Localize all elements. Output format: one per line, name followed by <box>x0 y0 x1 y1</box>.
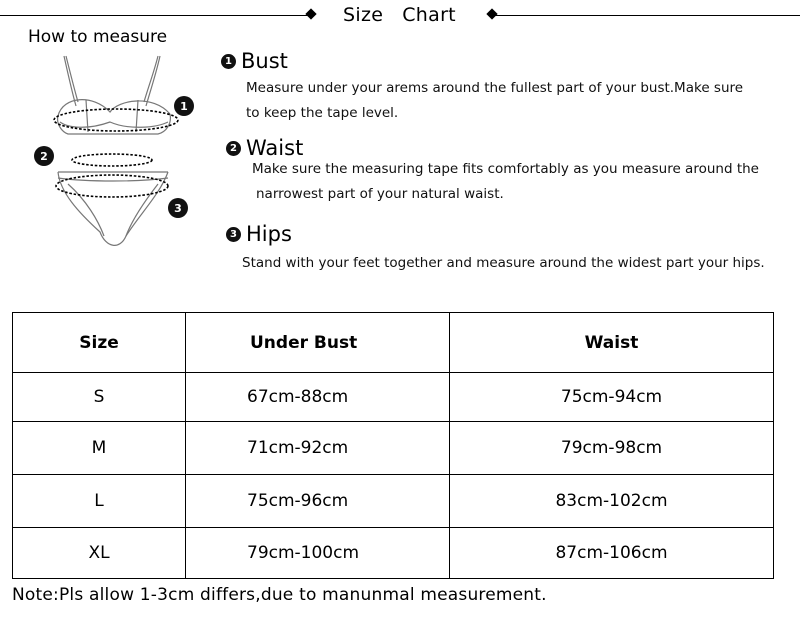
cell-under-bust: 75cm-96cm <box>186 475 450 528</box>
number-1-icon: 1 <box>221 54 236 69</box>
bust-text-line-1: Measure under your arems around the fullest part of your bust.Make sure <box>246 80 744 96</box>
marker-3-label: 3 <box>174 202 182 215</box>
cell-size: XL <box>13 528 186 579</box>
hips-description <box>242 251 765 276</box>
cell-under-bust: 67cm-88cm <box>186 373 450 422</box>
bust-description <box>246 76 743 126</box>
number-2-icon: 2 <box>226 141 241 156</box>
page-title: Size Chart <box>343 4 456 26</box>
header-waist: Waist <box>450 313 774 373</box>
bikini-illustration-icon <box>28 52 204 262</box>
waist-text-line-1: Make sure the measuring tape fits comfortably as you measure around the <box>252 161 759 177</box>
cell-waist: 75cm-94cm <box>450 373 774 422</box>
header-under-bust: Under Bust <box>186 313 450 373</box>
hips-text-line-1: Stand with your feet together and measure around the widest part your hips. <box>242 255 765 271</box>
cell-size: M <box>13 422 186 475</box>
waist-title: Waist <box>246 136 304 160</box>
size-table <box>12 312 774 579</box>
cell-under-bust: 79cm-100cm <box>186 528 450 579</box>
header-line-left <box>0 15 308 16</box>
cell-size: L <box>13 475 186 528</box>
measurement-note: Note:Pls allow 1-3cm differs,due to manunmal measurement. <box>12 585 547 605</box>
waist-text-line-2: narrowest part of your natural waist. <box>256 186 504 202</box>
table-row <box>13 475 774 528</box>
number-3-icon: 3 <box>226 227 241 242</box>
header-line-right <box>495 15 800 16</box>
marker-1-label: 1 <box>180 100 188 113</box>
cell-size: S <box>13 373 186 422</box>
how-to-measure-label: How to measure <box>28 27 168 47</box>
cell-waist: 83cm-102cm <box>450 475 774 528</box>
marker-2-label: 2 <box>40 150 48 163</box>
table-row <box>13 373 774 422</box>
waist-description <box>252 157 759 207</box>
table-header-row <box>13 313 774 373</box>
table-row <box>13 528 774 579</box>
cell-waist: 87cm-106cm <box>450 528 774 579</box>
hips-title: Hips <box>246 222 292 246</box>
hips-heading <box>226 222 292 246</box>
diamond-right-icon <box>486 8 497 19</box>
cell-waist: 79cm-98cm <box>450 422 774 475</box>
bust-text-line-2: to keep the tape level. <box>246 105 399 121</box>
bust-title: Bust <box>241 49 288 73</box>
table-row <box>13 422 774 475</box>
bust-heading <box>221 49 288 73</box>
diamond-left-icon <box>305 8 316 19</box>
bikini-measurement-illustration <box>28 52 204 262</box>
cell-under-bust: 71cm-92cm <box>186 422 450 475</box>
header-size: Size <box>13 313 186 373</box>
